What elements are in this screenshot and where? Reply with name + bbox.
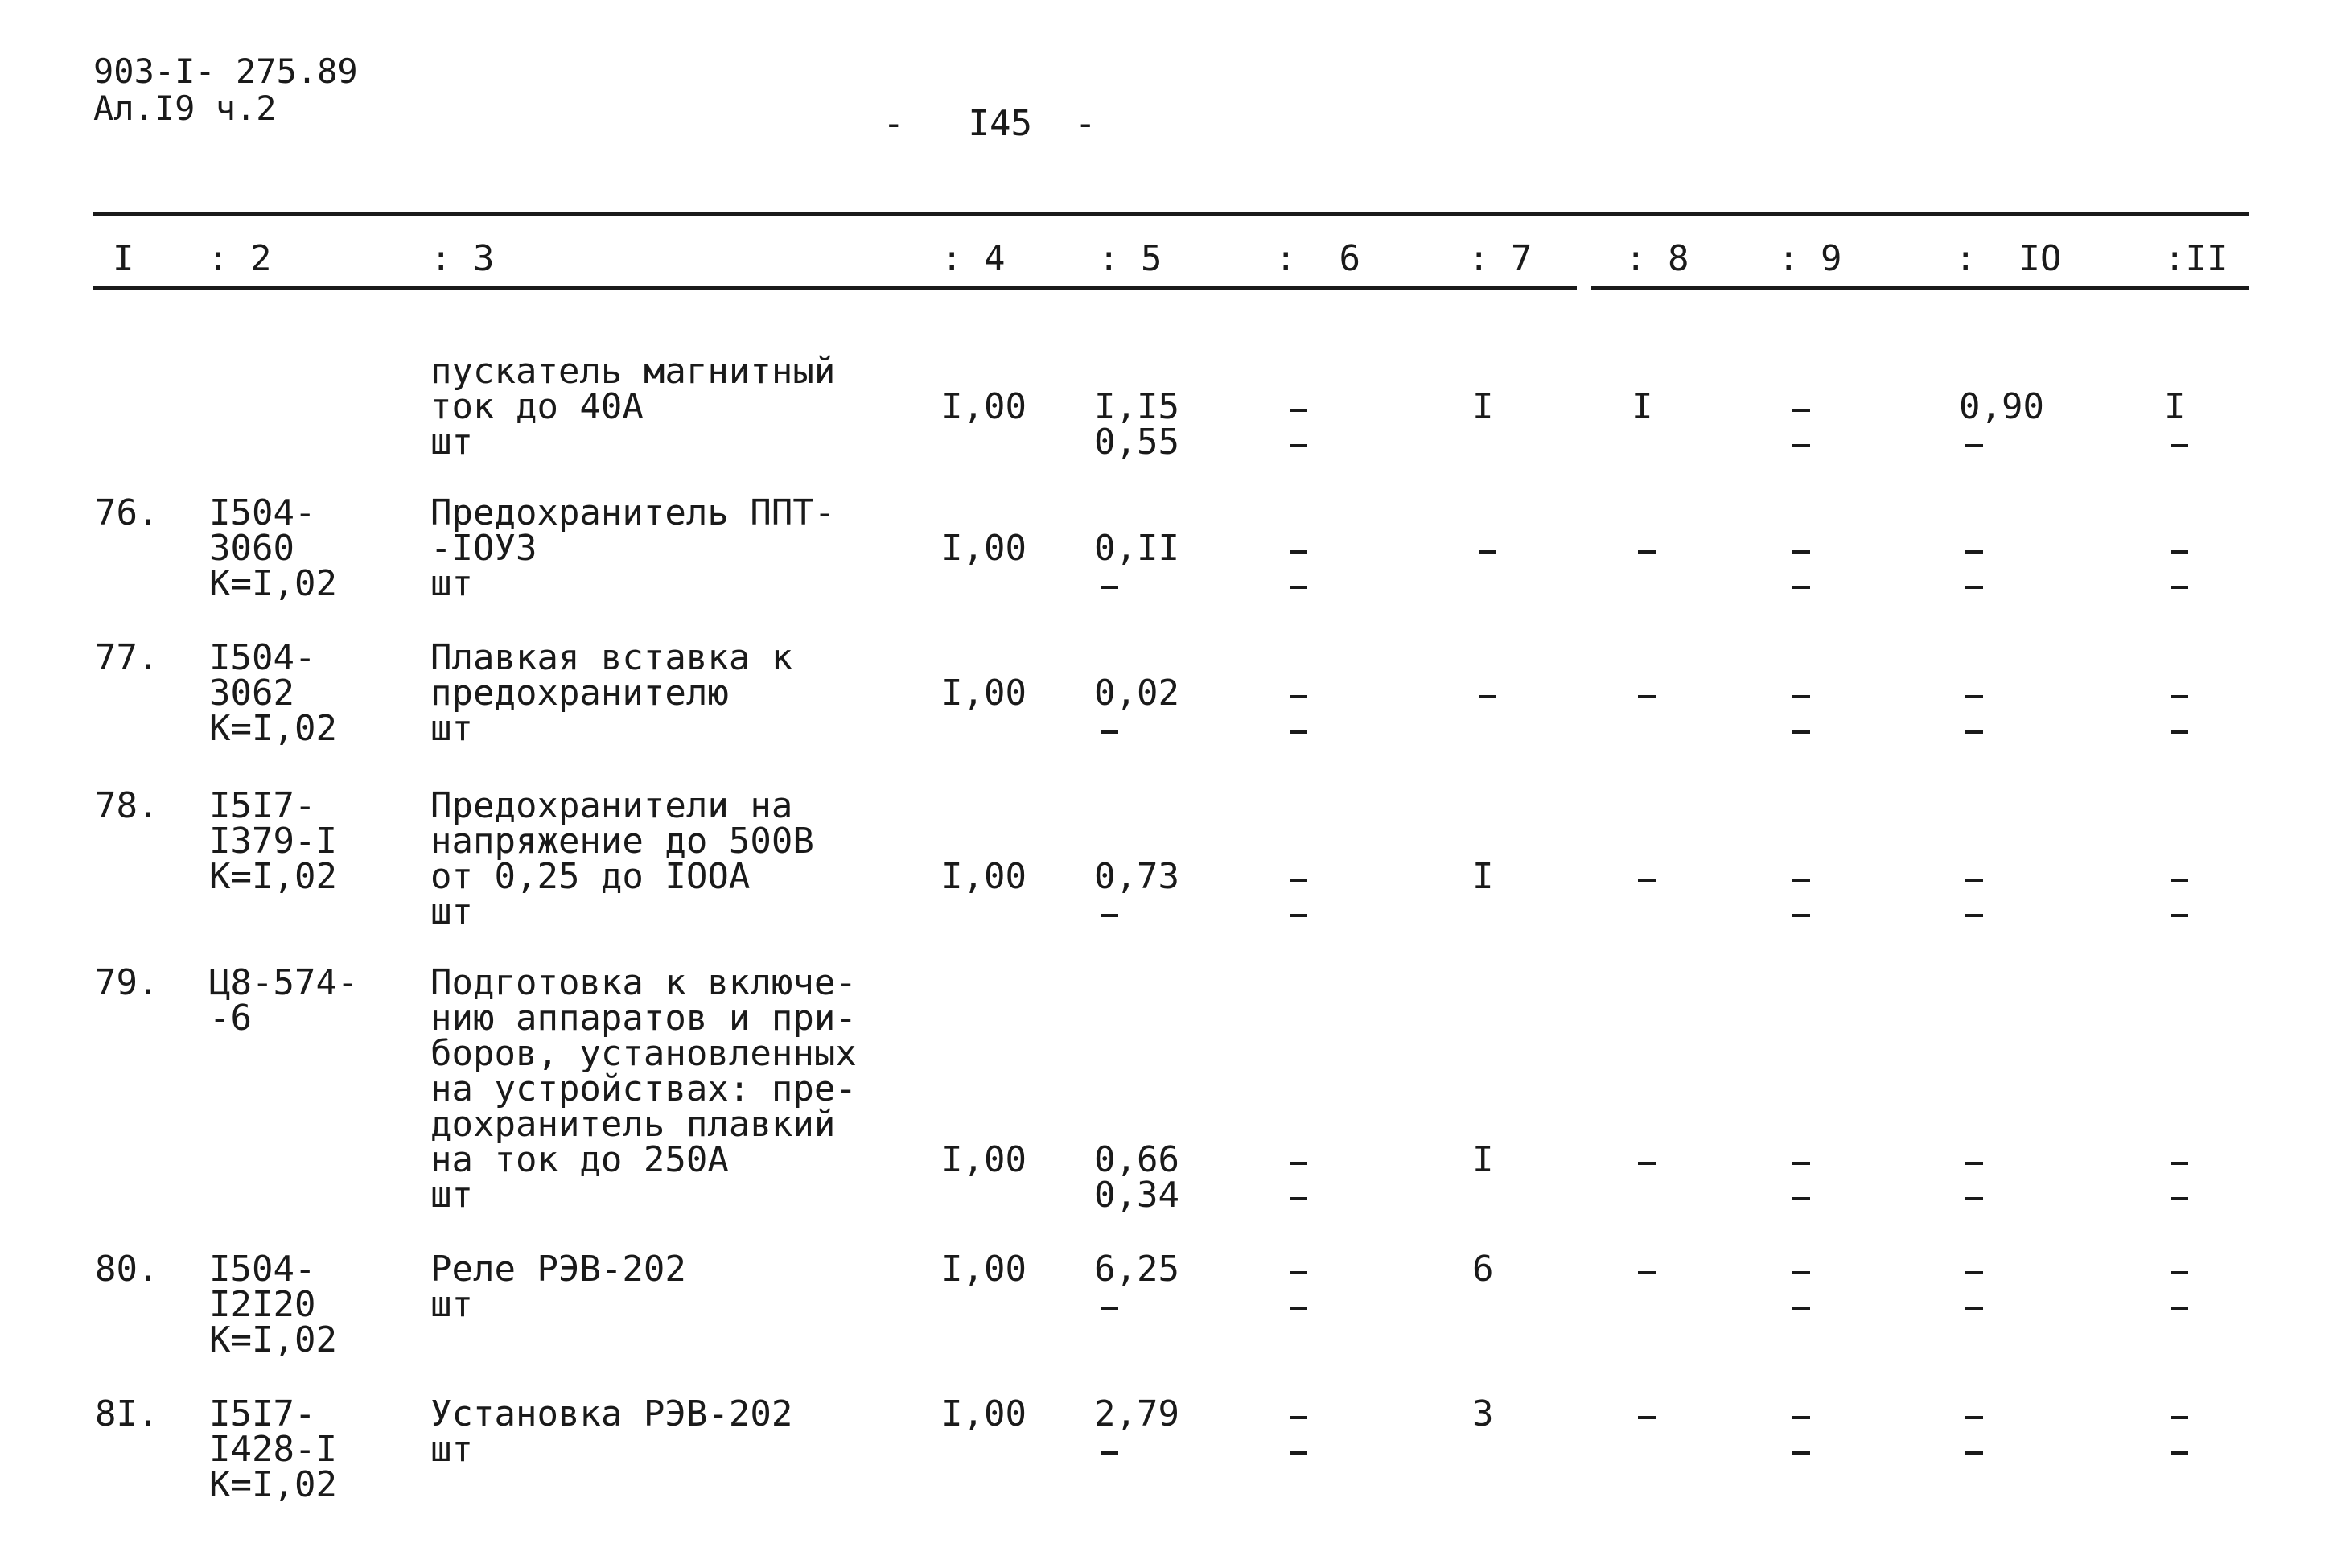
- col6-value-dash: [1290, 879, 1307, 882]
- column-header-3: : 3: [430, 238, 495, 279]
- work-description-line: шт: [430, 1284, 473, 1325]
- col7-value-dash: [1479, 550, 1496, 554]
- work-description-line: дохранитель плавкий: [430, 1104, 836, 1145]
- work-description: [430, 1393, 793, 1470]
- col10-value-dash: [1965, 1451, 1983, 1455]
- rate-code: [209, 785, 337, 897]
- col4-value: I,00: [941, 1139, 1027, 1180]
- col8-value-dash: [1638, 1416, 1656, 1419]
- col8-value-dash: [1638, 879, 1656, 882]
- col10-value-dash: [1965, 730, 1983, 734]
- col9-value-dash: [1792, 730, 1810, 734]
- work-description-line: ток до 40А: [430, 386, 644, 427]
- col7-value: I: [1472, 856, 1494, 897]
- col4-value: I,00: [941, 1249, 1027, 1290]
- col6-value-dash: [1290, 1271, 1307, 1274]
- col11-value-dash: [2171, 695, 2188, 698]
- rate-code-line: I504-: [209, 637, 316, 678]
- col8-value-dash: [1638, 1271, 1656, 1274]
- col10-value-dash: [1965, 1271, 1983, 1274]
- col7-value: I: [1472, 386, 1494, 427]
- col4-value: I,00: [941, 673, 1027, 714]
- row-number: 78.: [95, 785, 159, 826]
- col9-value-dash: [1792, 1416, 1810, 1419]
- col6-value-dash: [1290, 730, 1307, 734]
- col5-value: 6,25: [1094, 1249, 1179, 1290]
- rate-code-line: К=I,02: [209, 1319, 337, 1360]
- work-description-line: шт: [430, 708, 473, 749]
- col5-value-dash: [1101, 1307, 1118, 1310]
- col9-value-dash: [1792, 409, 1810, 412]
- rate-code-line: К=I,02: [209, 708, 337, 749]
- col5-value: 0,66: [1094, 1139, 1179, 1180]
- column-header-5: : 5: [1098, 238, 1162, 279]
- rate-code: [209, 1249, 337, 1360]
- col10-value-dash: [1965, 550, 1983, 554]
- column-header-4: : 4: [941, 238, 1006, 279]
- rate-code-line: I504-: [209, 492, 316, 533]
- rate-code-line: К=I,02: [209, 1464, 337, 1505]
- col8-value-dash: [1638, 1162, 1656, 1165]
- col11-value-dash: [2171, 914, 2188, 917]
- rate-code-line: -6: [209, 998, 252, 1039]
- col10-value: 0,90: [1959, 386, 2044, 427]
- col5-value: 0,34: [1094, 1175, 1179, 1216]
- column-header-9: : 9: [1778, 238, 1842, 279]
- col5-value: 0,55: [1094, 422, 1179, 463]
- col9-value-dash: [1792, 1307, 1810, 1310]
- col4-value: I,00: [941, 856, 1027, 897]
- column-header-1: I: [113, 238, 134, 279]
- col8-value: I: [1632, 386, 1653, 427]
- col11-value-dash: [2171, 1307, 2188, 1310]
- row-number: 80.: [95, 1249, 159, 1290]
- rate-code-line: I504-: [209, 1249, 316, 1290]
- work-description-line: предохранителю: [430, 673, 729, 714]
- rate-code: [209, 1393, 337, 1505]
- col6-value-dash: [1290, 586, 1307, 589]
- rate-code-line: К=I,02: [209, 563, 337, 604]
- col9-value-dash: [1792, 879, 1810, 882]
- work-description-line: шт: [430, 1429, 473, 1470]
- col10-value-dash: [1965, 444, 1983, 447]
- col11-value-dash: [2171, 1416, 2188, 1419]
- col8-value-dash: [1638, 550, 1656, 554]
- col5-value-dash: [1101, 1451, 1118, 1455]
- rate-code-line: 3062: [209, 673, 294, 714]
- top-rule: [93, 212, 2249, 216]
- work-description-line: шт: [430, 422, 473, 463]
- page-number: - I45 -: [883, 103, 1097, 144]
- col11-value-dash: [2171, 1451, 2188, 1455]
- col9-value-dash: [1792, 586, 1810, 589]
- work-description-line: Подготовка к включе-: [430, 962, 857, 1003]
- col11-value-dash: [2171, 1271, 2188, 1274]
- album-part: Ал.I9 ч.2: [93, 88, 277, 128]
- col10-value-dash: [1965, 879, 1983, 882]
- work-description-line: на ток до 250А: [430, 1139, 729, 1180]
- header-underline-1: [93, 286, 1577, 290]
- col9-value-dash: [1792, 550, 1810, 554]
- col9-value-dash: [1792, 1271, 1810, 1274]
- col6-value-dash: [1290, 914, 1307, 917]
- col5-value: 0,II: [1094, 528, 1179, 569]
- work-description-line: боров, установленных: [430, 1033, 857, 1074]
- rate-code-line: 3060: [209, 528, 294, 569]
- col10-value-dash: [1965, 695, 1983, 698]
- column-header-8: : 8: [1625, 238, 1689, 279]
- document-code: 903-I- 275.89: [93, 51, 358, 91]
- work-description-line: Установка РЭВ-202: [430, 1393, 793, 1434]
- work-description-line: напряжение до 500В: [430, 821, 814, 862]
- column-header-6: : 6: [1275, 238, 1360, 279]
- work-description-line: нию аппаратов и при-: [430, 998, 857, 1039]
- col4-value: I,00: [941, 528, 1027, 569]
- col11-value-dash: [2171, 730, 2188, 734]
- col5-value-dash: [1101, 586, 1118, 589]
- col5-value: 2,79: [1094, 1393, 1179, 1434]
- col9-value-dash: [1792, 1162, 1810, 1165]
- col7-value: I: [1472, 1139, 1494, 1180]
- header-underline-2: [1591, 286, 2249, 290]
- work-description-line: Предохранители на: [430, 785, 793, 826]
- col11-value-dash: [2171, 1162, 2188, 1165]
- col5-value-dash: [1101, 914, 1118, 917]
- rate-code-line: Ц8-574-: [209, 962, 359, 1003]
- col10-value-dash: [1965, 1197, 1983, 1200]
- col11-value: I: [2164, 386, 2186, 427]
- col6-value-dash: [1290, 1451, 1307, 1455]
- col6-value-dash: [1290, 1197, 1307, 1200]
- col6-value-dash: [1290, 695, 1307, 698]
- col11-value-dash: [2171, 586, 2188, 589]
- col5-value: 0,73: [1094, 856, 1179, 897]
- col6-value-dash: [1290, 409, 1307, 412]
- col4-value: I,00: [941, 1393, 1027, 1434]
- work-description: [430, 351, 836, 463]
- work-description-line: на устройствах: пре-: [430, 1068, 857, 1109]
- work-description-line: Реле РЭВ-202: [430, 1249, 686, 1290]
- rate-code-line: I428-I: [209, 1429, 337, 1470]
- col10-value-dash: [1965, 586, 1983, 589]
- rate-code-line: К=I,02: [209, 856, 337, 897]
- col8-value-dash: [1638, 695, 1656, 698]
- column-header-7: : 7: [1468, 238, 1533, 279]
- column-header-11: :II: [2164, 238, 2228, 279]
- work-description-line: -IOУ3: [430, 528, 537, 569]
- work-description: [430, 637, 793, 749]
- document-code-block: [93, 53, 358, 127]
- col6-value-dash: [1290, 1307, 1307, 1310]
- col9-value-dash: [1792, 1451, 1810, 1455]
- col7-value: 6: [1472, 1249, 1494, 1290]
- col10-value-dash: [1965, 1416, 1983, 1419]
- work-description-line: от 0,25 до IOOA: [430, 856, 751, 897]
- col6-value-dash: [1290, 1162, 1307, 1165]
- work-description-line: Плавкая вставка к: [430, 637, 793, 678]
- col9-value-dash: [1792, 444, 1810, 447]
- col5-value: 0,02: [1094, 673, 1179, 714]
- row-number: 79.: [95, 962, 159, 1003]
- rate-code-line: I5I7-: [209, 785, 316, 826]
- col6-value-dash: [1290, 1416, 1307, 1419]
- col7-value-dash: [1479, 695, 1496, 698]
- work-description-line: шт: [430, 891, 473, 932]
- work-description: [430, 1249, 686, 1325]
- work-description-line: шт: [430, 563, 473, 604]
- col5-value-dash: [1101, 730, 1118, 734]
- col9-value-dash: [1792, 695, 1810, 698]
- col10-value-dash: [1965, 914, 1983, 917]
- col5-value: I,I5: [1094, 386, 1179, 427]
- rate-code-line: I379-I: [209, 821, 337, 862]
- col11-value-dash: [2171, 444, 2188, 447]
- rate-code: [209, 492, 337, 604]
- col7-value: 3: [1472, 1393, 1494, 1434]
- row-number: 76.: [95, 492, 159, 533]
- work-description: [430, 785, 814, 932]
- col4-value: I,00: [941, 386, 1027, 427]
- column-header-2: : 2: [208, 238, 272, 279]
- work-description-line: шт: [430, 1175, 473, 1216]
- column-header-10: : IO: [1955, 238, 2062, 279]
- row-number: 8I.: [95, 1393, 159, 1434]
- col9-value-dash: [1792, 1197, 1810, 1200]
- col11-value-dash: [2171, 1197, 2188, 1200]
- col11-value-dash: [2171, 879, 2188, 882]
- work-description-line: пускатель магнитный: [430, 351, 836, 392]
- rate-code-line: I5I7-: [209, 1393, 316, 1434]
- work-description-line: Предохранитель ППТ-: [430, 492, 836, 533]
- col9-value-dash: [1792, 914, 1810, 917]
- col11-value-dash: [2171, 550, 2188, 554]
- work-description: [430, 962, 857, 1216]
- col6-value-dash: [1290, 444, 1307, 447]
- col6-value-dash: [1290, 550, 1307, 554]
- col10-value-dash: [1965, 1307, 1983, 1310]
- col10-value-dash: [1965, 1162, 1983, 1165]
- rate-code-line: I2I20: [209, 1284, 316, 1325]
- work-description: [430, 492, 836, 604]
- rate-code: [209, 637, 337, 749]
- row-number: 77.: [95, 637, 159, 678]
- rate-code: [209, 962, 359, 1039]
